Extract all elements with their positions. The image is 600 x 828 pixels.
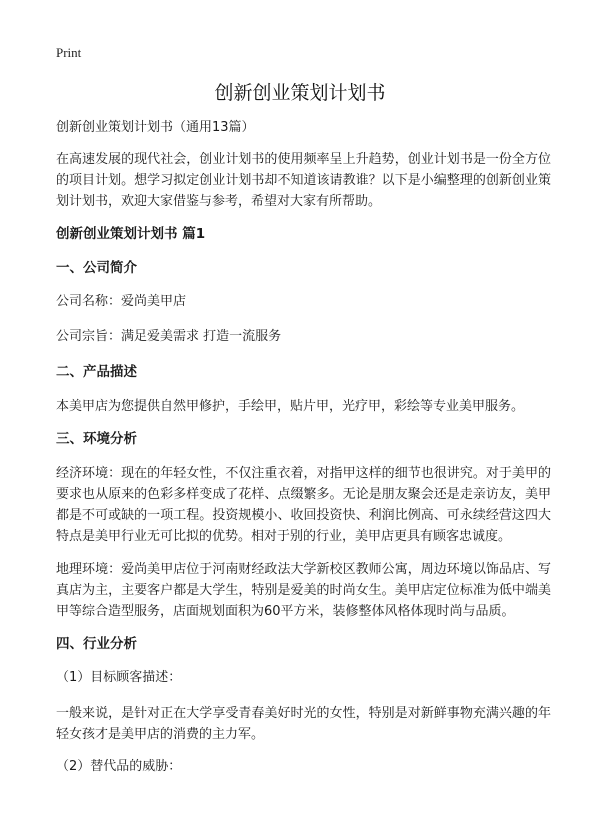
target-customer-paragraph: 一般来说，是针对正在大学享受青春美好时光的女性，特别是对新鲜事物充满兴趣的年轻女孩才是美甲店的消费的主力军。 (56, 706, 551, 742)
document-title: 创新创业策划计划书 (214, 82, 386, 104)
economic-environment-paragraph: 经济环境：现在的年轻女性，不仅注重衣着，对指甲这样的细节也很讲究。对于美甲的要求也从原来的色彩多样变成了花样、点缀繁多。无论是朋友聚会还是走亲访友，美甲都是不可或缺的一项工程。投资规模小、收回投资快、利润比例高、可永续经营这四大特点是美甲行业无可比拟的优势。相对于别的行业，美甲店更具有顾客忠诚度。 (56, 466, 551, 544)
substitute-threat-label: （2）替代品的威胁： (56, 759, 182, 774)
section-heading-environment: 三、环境分析 (56, 431, 137, 447)
intro-paragraph: 在高速发展的现代社会，创业计划书的使用频率呈上升趋势，创业计划书是一份全方位的项目计划。想学习拟定创业计划书却不知道该请教谁？以下是小编整理的创新创业策划计划书，欢迎大家借鉴与参考，希望对大家有所帮助。 (56, 152, 551, 209)
part-heading: 创新创业策划计划书 篇1 (56, 226, 206, 242)
product-paragraph: 本美甲店为您提供自然甲修护，手绘甲，贴片甲，光疗甲，彩绘等专业美甲服务。 (56, 399, 525, 414)
target-customer-label: （1）目标顾客描述： (56, 670, 182, 685)
print-link[interactable]: Print (56, 45, 82, 60)
document-body (56, 118, 551, 792)
section-heading-industry: 四、行业分析 (56, 636, 137, 652)
section-heading-product: 二、产品描述 (56, 364, 137, 380)
company-motto-line: 公司宗旨：满足爱美需求 打造一流服务 (56, 329, 282, 344)
section-heading-company: 一、公司简介 (56, 260, 137, 276)
geographic-environment-paragraph: 地理环境：爱尚美甲店位于河南财经政法大学新校区教师公寓，周边环境以饰品店、写真店为主，主要客户都是大学生，特别是爱美的时尚女生。美甲店定位标准为低中端美甲等综合造型服务，店面规划面积为60平方米，装修整体风格体现时尚与品质。 (56, 562, 551, 619)
document-subtitle: 创新创业策划计划书（通用13篇） (56, 120, 255, 135)
company-name-line: 公司名称：爱尚美甲店 (56, 294, 187, 309)
